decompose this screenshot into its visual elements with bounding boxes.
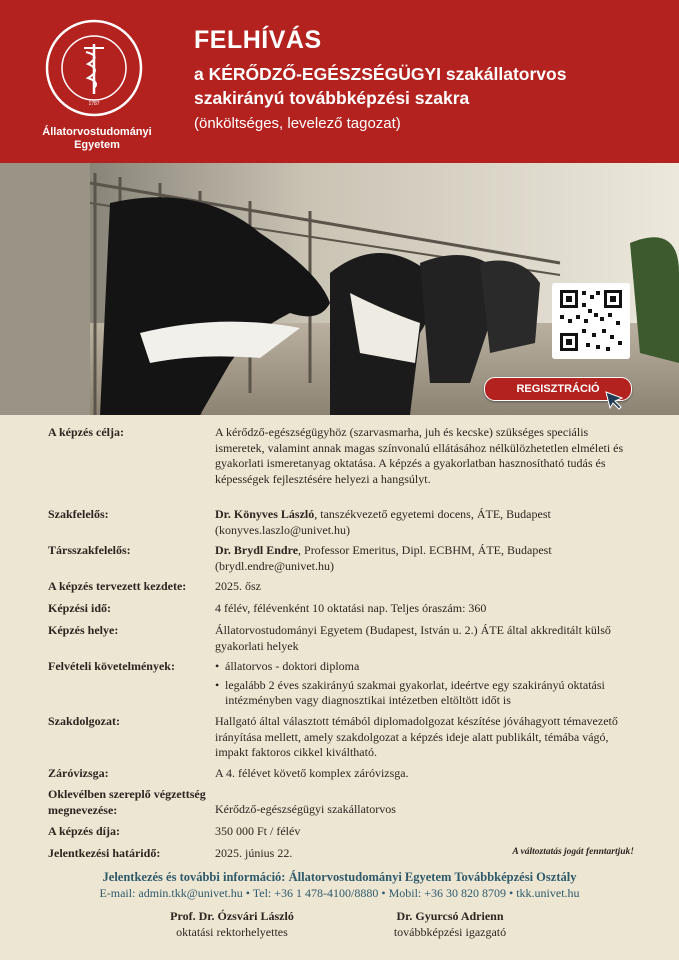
row-label: Szakdolgozat: — [48, 714, 120, 728]
row-label: A képzés díja: — [48, 824, 120, 838]
university-name-line2: Egyetem — [74, 139, 120, 151]
row-label: Szakfelelős: — [48, 507, 109, 521]
page-subtitle — [194, 62, 664, 110]
row-label: Felvételi követelmények: — [48, 659, 175, 673]
requirement-item: • állatorvos - doktori diploma — [215, 659, 625, 675]
row-label: Képzési idő: — [48, 601, 111, 615]
university-name — [22, 126, 172, 152]
page-title: FELHÍVÁS — [194, 26, 322, 54]
row-value: A 4. félévet követő komplex záróvizsga. — [215, 766, 409, 780]
footer-contacts: E-mail: admin.tkk@univet.hu • Tel: +36 1 478-4100/8880 • Mobil: +36 30 820 8709 • tkk.univet.hu — [99, 886, 580, 900]
signatory-name: Dr. Gyurcsó Adrienn — [396, 909, 504, 923]
cursor-arrow-icon — [603, 389, 625, 411]
row-value: A kérődző-egészségügyhöz (szarvasmarha, juh és kecske) szükséges speciális ismeretek, valamint annak magas színvonalú ellátásához nélkülözhetetlen elméleti és gyakorlati ismeretanyag oktatása. A képzés a gyakorlatban hasznosítható tudás és képességek fejlesztésére helyezi a hangsúlyt. — [215, 425, 624, 486]
person-detail: , tanszékvezető egyetemi docens, ÁTE, Budapest (konyves.laszlo@univet.hu) — [215, 507, 551, 537]
university-seal-logo — [44, 18, 144, 118]
person-detail: , Professor Emeritus, Dipl. ECBHM, ÁTE, Budapest (brydl.endre@univet.hu) — [215, 543, 552, 573]
disclaimer-note: A változtatás jogát fenntartjuk! — [512, 847, 634, 857]
row-label: Záróvizsga: — [48, 766, 109, 780]
registration-button[interactable]: REGISZTRÁCIÓ — [484, 377, 632, 401]
row-value — [215, 659, 625, 709]
signatory-title: oktatási rektorhelyettes — [176, 925, 288, 939]
registration-qr-code[interactable] — [552, 283, 630, 359]
signature-block-1 — [122, 908, 342, 940]
person-name: Dr. Könyves László — [215, 507, 315, 521]
row-value: Kérődző-egészségügyi szakállatorvos — [215, 802, 396, 816]
row-value: 2025. június 22. — [215, 846, 293, 860]
signatory-name: Prof. Dr. Ózsvári László — [170, 909, 294, 923]
row-value: Hallgató által választott témából diplomadolgozat készítése jóváhagyott témavezető irányítása mellett, amely szakdolgozat a képzés ideje alatt publikált, témába vágó, impakt faktoros cikkel kiváltható. — [215, 714, 618, 759]
row-label: Oklevélben szereplő végzettség megnevezése: — [48, 787, 206, 817]
row-label: Társszakfelelős: — [48, 543, 131, 557]
row-label: A képzés célja: — [48, 425, 124, 439]
row-value: 2025. ősz — [215, 579, 261, 593]
signature-block-2 — [340, 908, 560, 940]
row-value — [215, 543, 625, 574]
signatory-title: továbbképzési igazgató — [393, 925, 507, 939]
row-label: A képzés tervezett kezdete: — [48, 579, 187, 593]
subtitle-line2: szakirányú továbbképzési szakra — [194, 88, 470, 108]
row-label: Jelentkezési határidő: — [48, 846, 161, 860]
study-mode: (önköltséges, levelező tagozat) — [194, 115, 401, 132]
row-value: 350 000 Ft / félév — [215, 824, 301, 838]
subtitle-line1: a KÉRŐDZŐ-EGÉSZSÉGÜGYI szakállatorvos — [194, 64, 567, 84]
row-value — [215, 507, 625, 538]
svg-text:1787: 1787 — [88, 101, 100, 107]
row-value: Állatorvostudományi Egyetem (Budapest, István u. 2.) ÁTE által akkreditált külső gyakorlati helyek — [215, 623, 611, 653]
row-label: Képzés helye: — [48, 623, 119, 637]
university-name-line1: Állatorvostudományi — [42, 126, 152, 138]
requirement-item: • legalább 2 éves szakirányú szakmai gyakorlat, ideértve egy szakirányú oktatási intézményben vagy diagnosztikai intézetben eltöltött időt is — [215, 678, 625, 709]
person-name: Dr. Brydl Endre — [215, 543, 299, 557]
row-value: 4 félév, félévenként 10 oktatási nap. Teljes óraszám: 360 — [215, 601, 487, 615]
footer-info: Jelentkezés és további információ: Állatorvostudományi Egyetem Továbbképzési Osztály — [102, 870, 577, 884]
